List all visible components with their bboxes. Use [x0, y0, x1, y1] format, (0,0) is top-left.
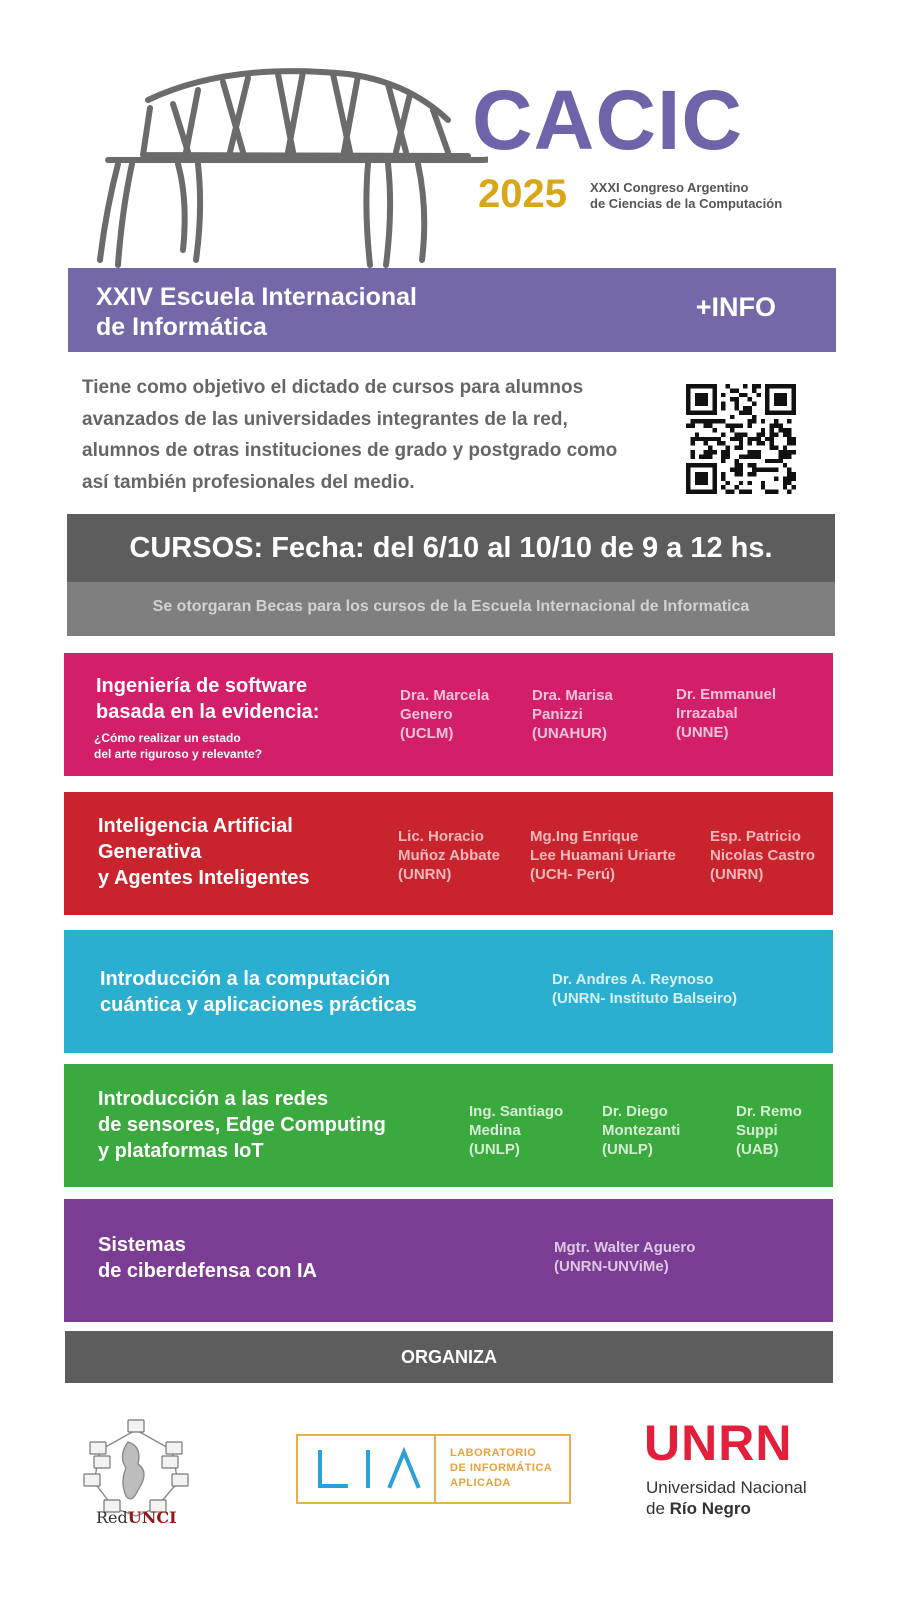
instructor-line: (UNRN- Instituto Balseiro) — [552, 990, 737, 1007]
instructor-line: (UNLP) — [602, 1141, 653, 1158]
lia-logo — [296, 1434, 571, 1504]
instructor-line: Nicolas Castro — [710, 847, 816, 864]
unrn-name-bold: Río Negro — [669, 1499, 751, 1518]
course-title — [98, 1232, 317, 1284]
course-card-cuantica — [64, 930, 833, 1053]
course-title-line: Introducción a las redes — [98, 1088, 329, 1110]
instructor-line: (UNRN-UNViMe) — [554, 1258, 669, 1275]
course-title-line: basada en la evidencia: — [96, 701, 320, 723]
cacic-subtitle — [590, 180, 782, 212]
cursos-headline: CURSOS: Fecha: del 6/10 al 10/10 de 9 a 12 hs. — [129, 532, 773, 564]
course-title — [100, 966, 417, 1018]
instructor — [602, 1102, 680, 1159]
course-title-line: Generativa — [98, 841, 202, 863]
instructor-line: Medina — [469, 1122, 521, 1139]
course-subtitle-line: ¿Cómo realizar un estado — [94, 731, 241, 745]
course-title-line: Introducción a la computación — [100, 968, 391, 990]
instructor-line: Irrazabal — [676, 705, 738, 722]
course-subtitle — [94, 730, 262, 762]
lia-mark-icon — [298, 1436, 436, 1502]
becas-text: Se otorgaran Becas para los cursos de la Escuela Internacional de Informatica — [152, 598, 750, 615]
cacic-brand: CACIC — [472, 73, 743, 167]
escuela-banner — [68, 268, 836, 352]
instructor-line: (UCH- Perú) — [530, 866, 615, 883]
course-card-ciberdefensa — [64, 1199, 833, 1322]
qr-code-icon[interactable] — [686, 384, 796, 494]
instructor-line: (UNLP) — [469, 1141, 520, 1158]
cacic-subtitle-line1: XXXI Congreso Argentino — [590, 180, 749, 195]
course-card-ia — [64, 792, 833, 915]
instructor — [400, 686, 489, 743]
instructor-line: Montezanti — [602, 1122, 681, 1139]
course-title-line: Ingeniería de software — [96, 675, 308, 697]
instructor-line: Dra. Marisa — [532, 687, 613, 704]
escuela-description: Tiene como objetivo el dictado de cursos para alumnos avanzados de las universidades integrantes de la red, alumnos de otras instituciones de grado y postgrado como así también profesionales del medio. — [82, 377, 618, 493]
instructor — [676, 685, 776, 742]
course-card-software — [64, 653, 833, 776]
organiza-label: ORGANIZA — [401, 1347, 497, 1367]
instructor-line: Dra. Marcela — [400, 687, 490, 704]
instructor-line: Lic. Horacio — [398, 828, 484, 845]
instructor-line: Ing. Santiago — [469, 1103, 564, 1120]
instructor-line: Dr. Diego — [602, 1103, 668, 1120]
instructor-line: Dr. Emmanuel — [676, 686, 777, 703]
instructor — [554, 1238, 695, 1276]
redunci-wordmark — [96, 1508, 177, 1527]
instructor-line: Muñoz Abbate — [398, 847, 500, 864]
unrn-name-line2 — [646, 1499, 751, 1519]
course-title-line: de sensores, Edge Computing — [98, 1114, 386, 1136]
cacic-year: 2025 — [478, 172, 567, 216]
cacic-subtitle-line2: de Ciencias de la Computación — [590, 196, 783, 211]
escuela-title — [96, 282, 516, 342]
redunci-suffix: UNCI — [127, 1508, 177, 1527]
course-title — [98, 1086, 386, 1164]
instructor — [398, 827, 500, 884]
cursos-banner — [67, 514, 835, 582]
instructor-line: Esp. Patricio — [710, 828, 801, 845]
instructor — [532, 686, 613, 743]
course-card-iot — [64, 1064, 833, 1187]
course-title — [98, 813, 310, 891]
lia-text-line: APLICADA — [450, 1477, 511, 1489]
course-title-line: Inteligencia Artificial — [98, 815, 293, 837]
instructor — [736, 1102, 802, 1159]
lia-text-line: LABORATORIO — [450, 1447, 537, 1459]
instructor-line: Panizzi — [532, 706, 583, 723]
instructor-line: Dr. Andres A. Reynoso — [552, 971, 714, 988]
instructor — [469, 1102, 563, 1159]
escuela-title-line2: de Informática — [96, 313, 267, 341]
becas-banner — [67, 582, 835, 636]
instructor-line: (UNAHUR) — [532, 725, 607, 742]
instructor-line: Dr. Remo — [736, 1103, 802, 1120]
instructor-line: Mgtr. Walter Aguero — [554, 1239, 696, 1256]
lia-text — [450, 1446, 552, 1491]
more-info-link[interactable]: +INFO — [695, 292, 776, 322]
instructor-line: Suppi — [736, 1122, 778, 1139]
course-title-line: de ciberdefensa con IA — [98, 1260, 317, 1282]
instructor-line: (UNRN) — [710, 866, 764, 883]
course-subtitle-line: del arte riguroso y relevante? — [94, 747, 263, 761]
organiza-banner — [65, 1331, 833, 1383]
instructor-line: Mg.Ing Enrique — [530, 828, 639, 845]
course-title-line: cuántica y aplicaciones prácticas — [100, 994, 417, 1016]
unrn-wordmark: UNRN — [644, 1415, 793, 1471]
redunci-prefix: Red — [96, 1508, 128, 1527]
instructor-line: Lee Huamani Uriarte — [530, 847, 676, 864]
instructor — [530, 827, 676, 884]
instructor-line: (UCLM) — [400, 725, 454, 742]
lia-text-line: DE INFORMÁTICA — [450, 1462, 553, 1474]
escuela-title-line1: XXIV Escuela Internacional — [96, 283, 417, 311]
instructor-line: (UNNE) — [676, 724, 729, 741]
bridge-logo-icon — [88, 60, 488, 270]
instructor-line: (UNRN) — [398, 866, 452, 883]
course-title-line: y Agentes Inteligentes — [98, 867, 310, 889]
unrn-name-prefix: de — [646, 1499, 670, 1518]
unrn-name-line1: Universidad Nacional — [646, 1478, 807, 1497]
course-title — [96, 673, 319, 725]
instructor-line: Genero — [400, 706, 453, 723]
course-title-line: Sistemas — [98, 1234, 186, 1256]
course-title-line: y plataformas IoT — [98, 1140, 264, 1162]
instructor — [710, 827, 815, 884]
lia-divider — [434, 1436, 436, 1502]
instructor-line: (UAB) — [736, 1141, 779, 1158]
instructor — [552, 970, 737, 1008]
